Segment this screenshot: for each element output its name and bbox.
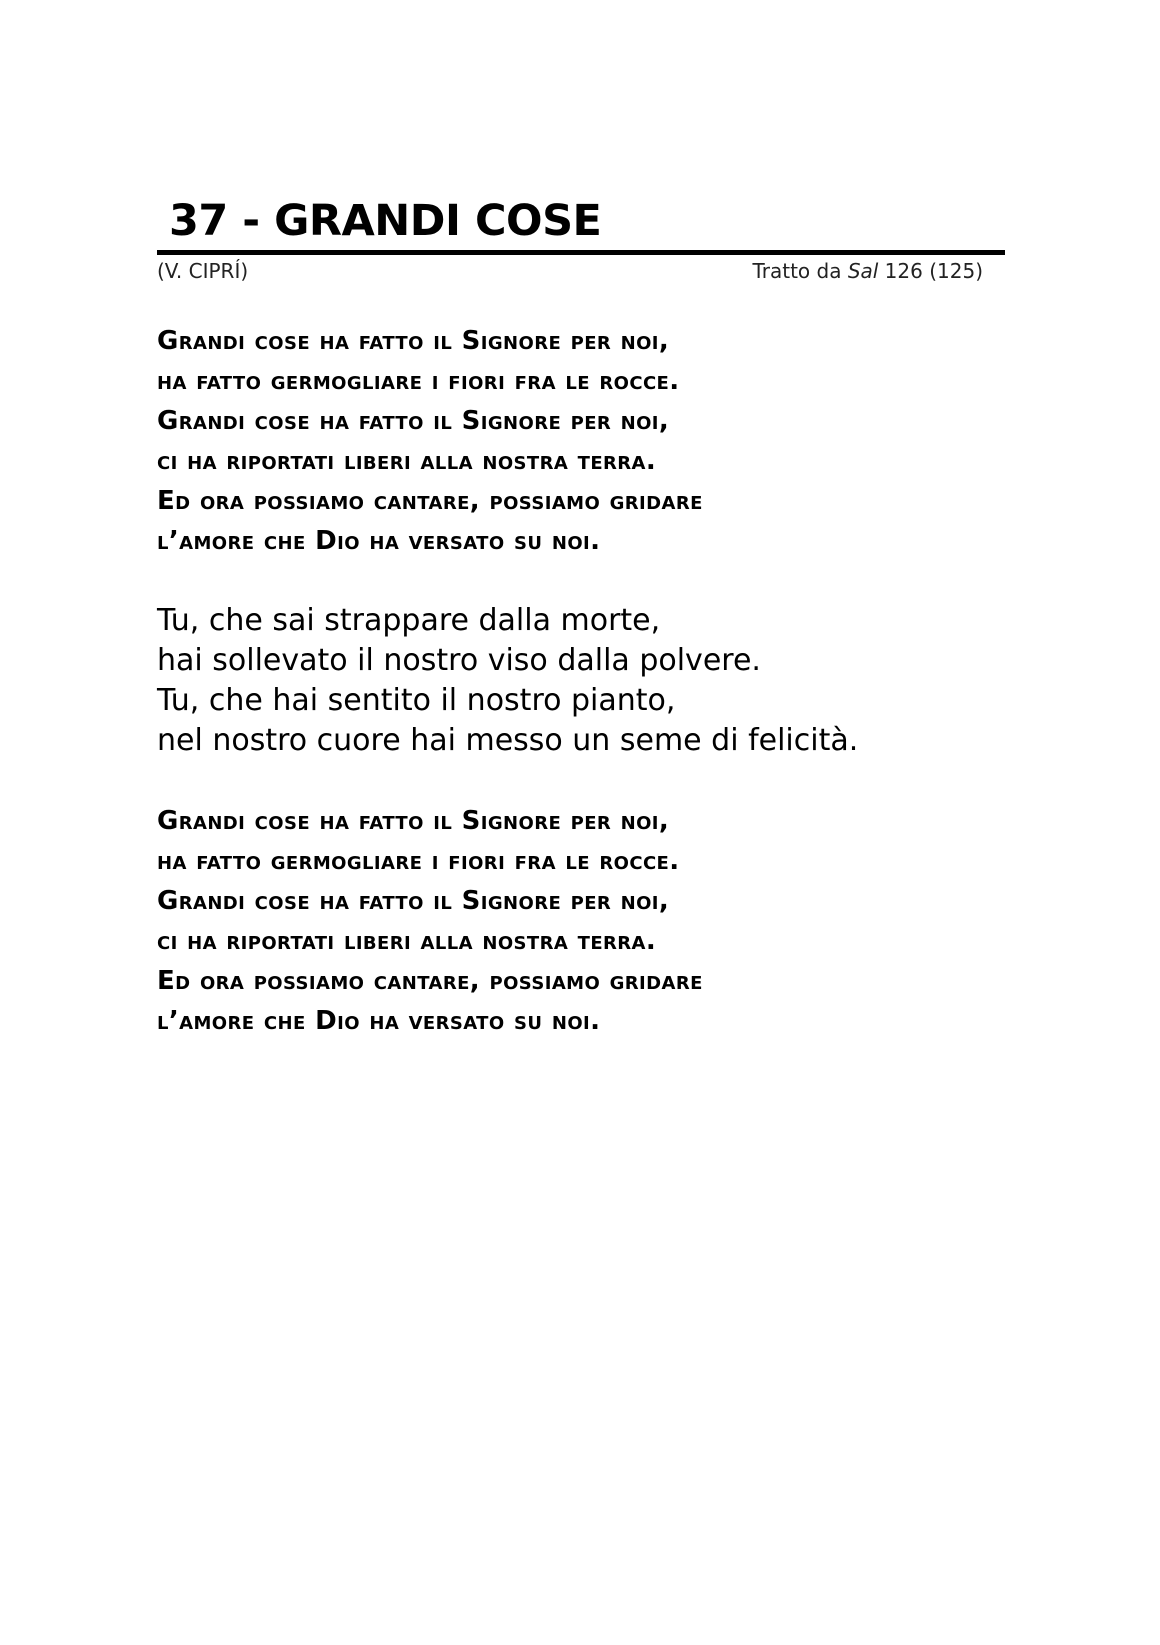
refrain-line: Grandi cose ha fatto il Signore per noi, <box>157 326 670 356</box>
refrain-line: Grandi cose ha fatto il Signore per noi, <box>157 406 670 436</box>
title-divider <box>157 250 1005 255</box>
verse-block <box>157 601 1005 761</box>
refrain-block-2 <box>157 801 1005 1041</box>
song-source <box>752 257 983 285</box>
refrain-line: l’amore che Dio ha versato su noi. <box>157 1006 601 1036</box>
verse-line: nel nostro cuore hai messo un seme di felicità. <box>157 723 859 758</box>
refrain-line: Ed ora possiamo cantare, possiamo gridare <box>157 966 703 996</box>
refrain-line: ci ha riportati liberi alla nostra terra. <box>157 446 657 476</box>
source-prefix: Tratto da <box>752 259 848 283</box>
refrain-line: Grandi cose ha fatto il Signore per noi, <box>157 806 670 836</box>
refrain-line: ci ha riportati liberi alla nostra terra. <box>157 926 657 956</box>
refrain-line: ha fatto germogliare i fiori fra le rocce. <box>157 846 680 876</box>
song-sheet <box>157 195 1005 1041</box>
song-title: 37 - GRANDI COSE <box>169 196 602 246</box>
song-meta <box>157 257 1005 285</box>
song-author: (V. CIPRÍ) <box>157 259 249 283</box>
refrain-block-1 <box>157 321 1005 561</box>
refrain-line: l’amore che Dio ha versato su noi. <box>157 526 601 556</box>
source-book: Sal <box>847 259 879 283</box>
source-ref: 126 (125) <box>878 259 983 283</box>
verse-line: Tu, che hai sentito il nostro pianto, <box>157 683 676 718</box>
verse-line: hai sollevato il nostro viso dalla polvere. <box>157 643 761 678</box>
verse-line: Tu, che sai strappare dalla morte, <box>157 603 661 638</box>
refrain-line: ha fatto germogliare i fiori fra le rocce. <box>157 366 680 396</box>
refrain-line: Grandi cose ha fatto il Signore per noi, <box>157 886 670 916</box>
refrain-line: Ed ora possiamo cantare, possiamo gridare <box>157 486 703 516</box>
